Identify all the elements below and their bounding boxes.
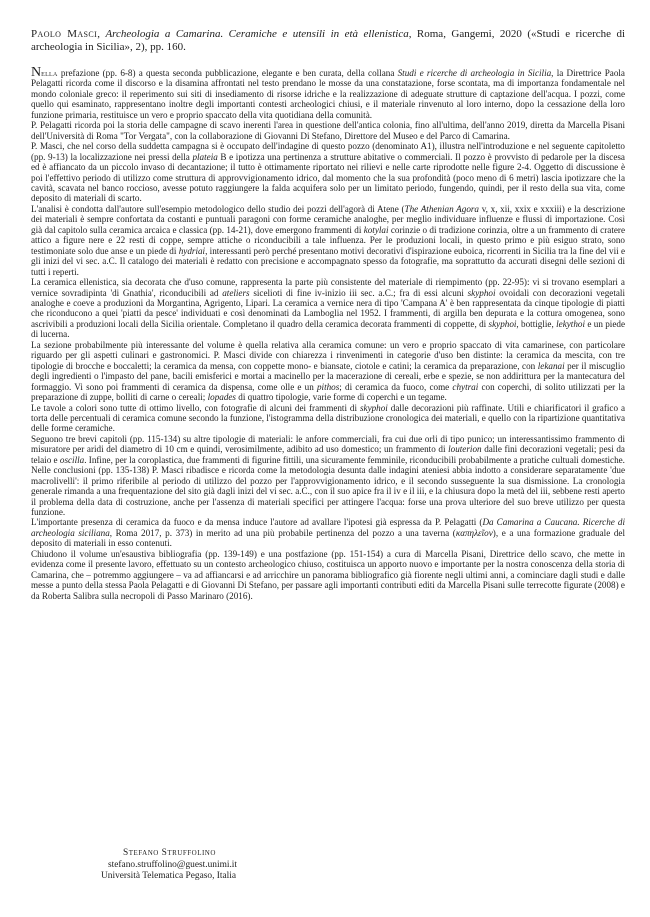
review-paragraph — [31, 517, 625, 548]
review-paragraph — [31, 204, 625, 277]
paragraph-text: ovoidali con decorazioni vegetali analoghe e coeve a produzioni da Morgantina, Agrigento, Lipari. La ceramica a vernice nera di tipo 'Campana A' è ben rappresentata da cinque tipologie di piatti che riconducono a quei 'piatti da pesce' individuati e così denominati da Lamboglia nel 1952. I frammenti, di argilla ben depurata e la cottura omogenea, sono ascrivibili a produzioni locali della Sicilia orientale. Completano il quadro della ceramica decorata frammenti di coppette, di — [31, 287, 625, 329]
paragraph-text: P. Pelagatti ricorda poi la storia delle campagne di scavo inerenti l'area in questione dell'antica colonia, fino all'ultima, dell'anno 2019, diretta da Marcella Pisani dell'Università di Roma "Tor Vergata", con la collaborazione di Giovanni Di Stefano, Direttore del Museo e del Parco di Camarina. — [31, 120, 625, 141]
paragraph-text: , la Direttrice Paola Pelagatti ricorda come il discorso e la disamina affrontati nel testo prendano le mosse da una constatazione, forse scontata, ma di importanza fondamentale nel mondo coloniale greco: il reperimento sui siti di insediamento di risorse idriche e la realizzazione di adeguate strutture di captazione dell'acqua. I pozzi, come quello qui esaminato, rappresentano inoltre degli importanti contesti archeologici chiusi, e il materiale rinvenuto al loro interno, dopo la cessazione della loro funzione primaria, restituisce un vero e proprio spaccato della vita quotidiana della comunità. — [31, 68, 625, 120]
review-paragraph — [31, 65, 625, 120]
italic-term: pithos — [316, 381, 340, 392]
italic-term: louterion — [448, 444, 482, 455]
paragraph-text: corinzie o di tradizione corinzia, oltre a un frammento di cratere attico a figure nere e 22 resti di coppe, sempre attiche o riconducibili a tale influenza. Per le produzioni locali, in questo primo e più esiguo strato, sono testimoniate solo due anse e un piede di — [31, 224, 625, 256]
italic-term: Da Camarina a Caucana. Ricerche di archeologia siciliana — [31, 517, 625, 538]
paragraph-text: e un piede di lucerna. — [31, 318, 625, 340]
reviewer-affiliation: Università Telematica Pegaso, Italia — [101, 871, 237, 881]
review-paragraph — [31, 549, 625, 601]
paragraph-text: prefazione (pp. 6-8) a questa seconda pubblicazione, elegante e ben curata, della collana — [57, 68, 398, 78]
italic-term: lekanai — [537, 360, 565, 371]
paragraph-text: di quattro tipologie, varie forme di coperchi e un tegame. — [235, 392, 447, 403]
italic-term: skyphoi — [467, 287, 496, 298]
paragraph-text: L'analisi è condotta dall'autore sull'esempio metodologico dello studio dei pozzi dell'agorà di Atene ( — [31, 203, 405, 214]
review-paragraph — [31, 403, 625, 434]
book-title: Archeologia a Camarina. Ceramiche e utensili in età ellenistica — [105, 28, 409, 40]
opening-word: ella — [41, 68, 58, 78]
paragraph-text: dalle decorazioni più raffinate. Utili e chiarificatori il grafico a torta delle percentuali di ceramica comune secondo la funzione, l'istogramma della distribuzione cronologica dei materiali, e quello con la ripartizione quantitativa delle forme ceramiche. — [31, 402, 626, 434]
review-paragraph — [31, 340, 625, 403]
italic-term: oscilla — [59, 454, 85, 465]
paragraph-text: La ceramica ellenistica, sia decorata che d'uso comune, rappresenta la parte più consistente del materiale di riempimento (pp. 22-95): vi si trovano esemplari a vernice sovradipinta 'di Gnathia', riconducibili ad — [31, 277, 625, 298]
paragraph-text: La sezione probabilmente più interessante del volume è quella relativa alla ceramica comune: un vero e proprio spaccato di vita camarinese, con particolare riguardo per gli aspetti culinari e gastronomici. P. Masci divide con chiarezza i rinvenimenti in categorie d'uso ben distinte: la ceramica da mescita, con tre tipologie di brocche e boccaletti; la ceramica da mensa, con coppette mono- e biansate, ciotole e catini; la ceramica da preparazione, con — [31, 339, 625, 371]
review-paragraph — [31, 434, 625, 465]
paragraph-text: P. Masci, che nel corso della suddetta campagna si è occupato dell'indagine di questo pozzo (denominato A1), illustra nell'introduzione e nel seguente capitoletto (pp. 9-13) la localizzazione nei pressi della — [31, 141, 625, 162]
review-body — [31, 65, 626, 601]
review-page — [31, 28, 626, 881]
italic-term: ateliers — [222, 287, 250, 298]
italic-term: kotylai — [363, 224, 389, 235]
italic-term: hydriai — [178, 245, 206, 256]
paragraph-text: B e ipotizza una pertinenza a strutture abitative o commerciali. Il pozzo è provvisto di pedarole per la discesa ed è affiancato da un piccolo invaso di decantazione; il tutto è ottimamente riportato nei rilievi e nelle carte riprodotte nelle figure 2-4. Oggetto di discussione è poi l'effettivo periodo di utilizzo come struttura di approvvigionamento idrico, dal momento che la sua profondità (poco meno di 6 metri) lascia ipotizzare che la cavità, scavata nel banco roccioso, avesse potuto raggiungere la falda acquifera solo per un limitato periodo, fungendo, quindi, per il resto della sua vita, come deposito di materiali di scarto. — [31, 151, 625, 204]
italic-term: The Athenian Agora — [404, 203, 479, 214]
paragraph-text: , Roma 2017, p. 373) in merito ad una più probabile pertinenza del pozzo a una taverna ( — [109, 527, 456, 538]
paragraph-text: ; di ceramica da fuoco, come — [339, 381, 453, 392]
paragraph-text: , interessanti però perché presentano motivi decorativi d'ispirazione euboica, ricorrenti in Sicilia tra la fine del vii e gli inizi del vi sec. a.C. Il catalogo dei materiali è redatto con precisione e accompagnato spesso da fotografie, ma soprattutto da accurati disegni delle sezioni di tutti i reperti. — [31, 245, 626, 277]
paragraph-text: sicelioti di fine iv-inizio iii sec. a.C.; fra di essi alcuni — [249, 287, 468, 298]
paragraph-text: Seguono tre brevi capitoli (pp. 115-134) su altre tipologie di materiali: le anfore commerciali, fra cui due orli di tipo punico; un interessantissimo frammento di misuratore per aridi del diametro di 10 cm e quindi, verosimilmente, adibito ad uso domestico; un frammento di — [31, 433, 625, 455]
italic-term: lopades — [207, 392, 236, 403]
reviewer-name: Stefano Struffolino — [123, 848, 216, 858]
paragraph-text: Chiudono il volume un'esaustiva bibliografia (pp. 139-149) e una postfazione (pp. 151-154) a cura di Marcella Pisani, Direttrice dello scavo, che mette in evidenza come il presente lavoro, effettuato su un contesto archeologico chiuso, costituisca un apporto nuovo e importante per la nostra conoscenza della storia di Camarina, che – potremmo aggiungere – va ad affiancarsi e ad arricchire un panorama bibliografico già fiorente negli ultimi anni, a cominciare dagli studi e dalle messe a punto della stessa Paola Pelagatti e di Giovanni Di Stefano, per passare agli importanti contributi editi da Marcella Pisani sulle terrecotte figurate (2008) e da Roberta Salibra sulla necropoli di Passo Marinaro (2016). — [31, 548, 625, 601]
italic-term: καπηλεῖον — [455, 527, 493, 538]
paragraph-text: , bottiglie, — [516, 318, 557, 329]
italic-term: skyphoi — [359, 402, 388, 413]
book-author: Paolo Masci — [31, 28, 98, 40]
review-paragraph — [31, 141, 625, 204]
book-publication: , Roma, Gangemi, 2020 («Studi e ricerche di archeologia in Sicilia», 2), pp. 160. — [31, 28, 626, 53]
review-paragraph — [31, 277, 625, 340]
paragraph-text: L'importante presenza di ceramica da fuoco e da mensa induce l'autore ad avallare l'ipotesi già espressa da P. Pelagatti ( — [31, 517, 483, 528]
paragraph-text: per il miscuglio degli ingredienti o l'impasto del pane, bacili emisferici e mortai a macinello per la macerazione di cereali, erbe e spezie, se non addirittura per la mantecatura del formaggio. Vi sono poi frammenti di ceramica da dispensa, come olle e un — [31, 360, 625, 392]
initial-letter: N — [31, 65, 42, 80]
italic-term: chytrai — [452, 381, 479, 392]
paragraph-text: ), e a una formazione graduale del deposito di materiali in esso contenuti. — [31, 527, 626, 549]
paragraph-text: . Infine, per la coroplastica, due frammenti di figurine fittili, una sicuramente femminile, riconducibili probabilmente a pratiche cultuali domestiche. — [84, 454, 625, 465]
italic-term: skyphoi — [488, 318, 517, 329]
italic-term: lekythoi — [556, 318, 585, 329]
review-header: Paolo Masci, Archeologia a Camarina. Ceramiche e utensili in età ellenistica, Roma, Gangemi, 2020 («Studi e ricerche di archeologia in Sicilia», 2), pp. 160. — [31, 28, 626, 53]
paragraph-text: Nelle conclusioni (pp. 135-138) P. Masci ribadisce e ricorda come la metodologia desunta dalle indagini ateniesi abbia indotto a considerare separatamente 'due macrolivelli': il primo riferibile al periodo di utilizzo del pozzo per l'approvvigionamento idrico, e il secondo susseguente la sua dismissione. La cronologia generale rimanda a una frequentazione del sito già dagli inizi del vi sec. a.C., con il suo apice fra il iv e il iii, e la chiusura dopo la metà del iii, sebbene resti aperto il problema della data di costruzione, anche per l'assenza di materiali specifici per attingere l'acqua: forse una prova ulteriore del suo breve utilizzo per questa funzione. — [31, 465, 625, 518]
review-paragraph — [31, 465, 625, 517]
paragraph-text: v, x, xii, xxix e xxxiii) e la descrizione dei materiali è sempre confortata da costanti e puntuali paragoni con forme ceramiche analoghe, per meglio individuare influenze e flussi di importazione. Così già dal capitolo sulla ceramica arcaica e classica (pp. 14-21), dove emergono frammenti di — [31, 203, 626, 235]
italic-term: Studi e ricerche di archeologia in Sicilia — [397, 68, 552, 78]
paragraph-text: con coperchi, di solito utilizzati per la preparazione di zuppe, bolliti di carne o cereali; — [31, 381, 625, 403]
review-paragraph — [31, 120, 625, 141]
paragraph-text: dalle fini decorazioni vegetali; pesi da telaio e — [31, 444, 625, 465]
paragraph-text: Le tavole a colori sono tutte di ottimo livello, con fotografie di alcuni dei frammenti di — [31, 402, 360, 413]
signature-block — [31, 848, 625, 883]
italic-term: plateia — [192, 151, 218, 162]
reviewer-email: stefano.struffolino@guest.unimi.it — [108, 859, 238, 870]
